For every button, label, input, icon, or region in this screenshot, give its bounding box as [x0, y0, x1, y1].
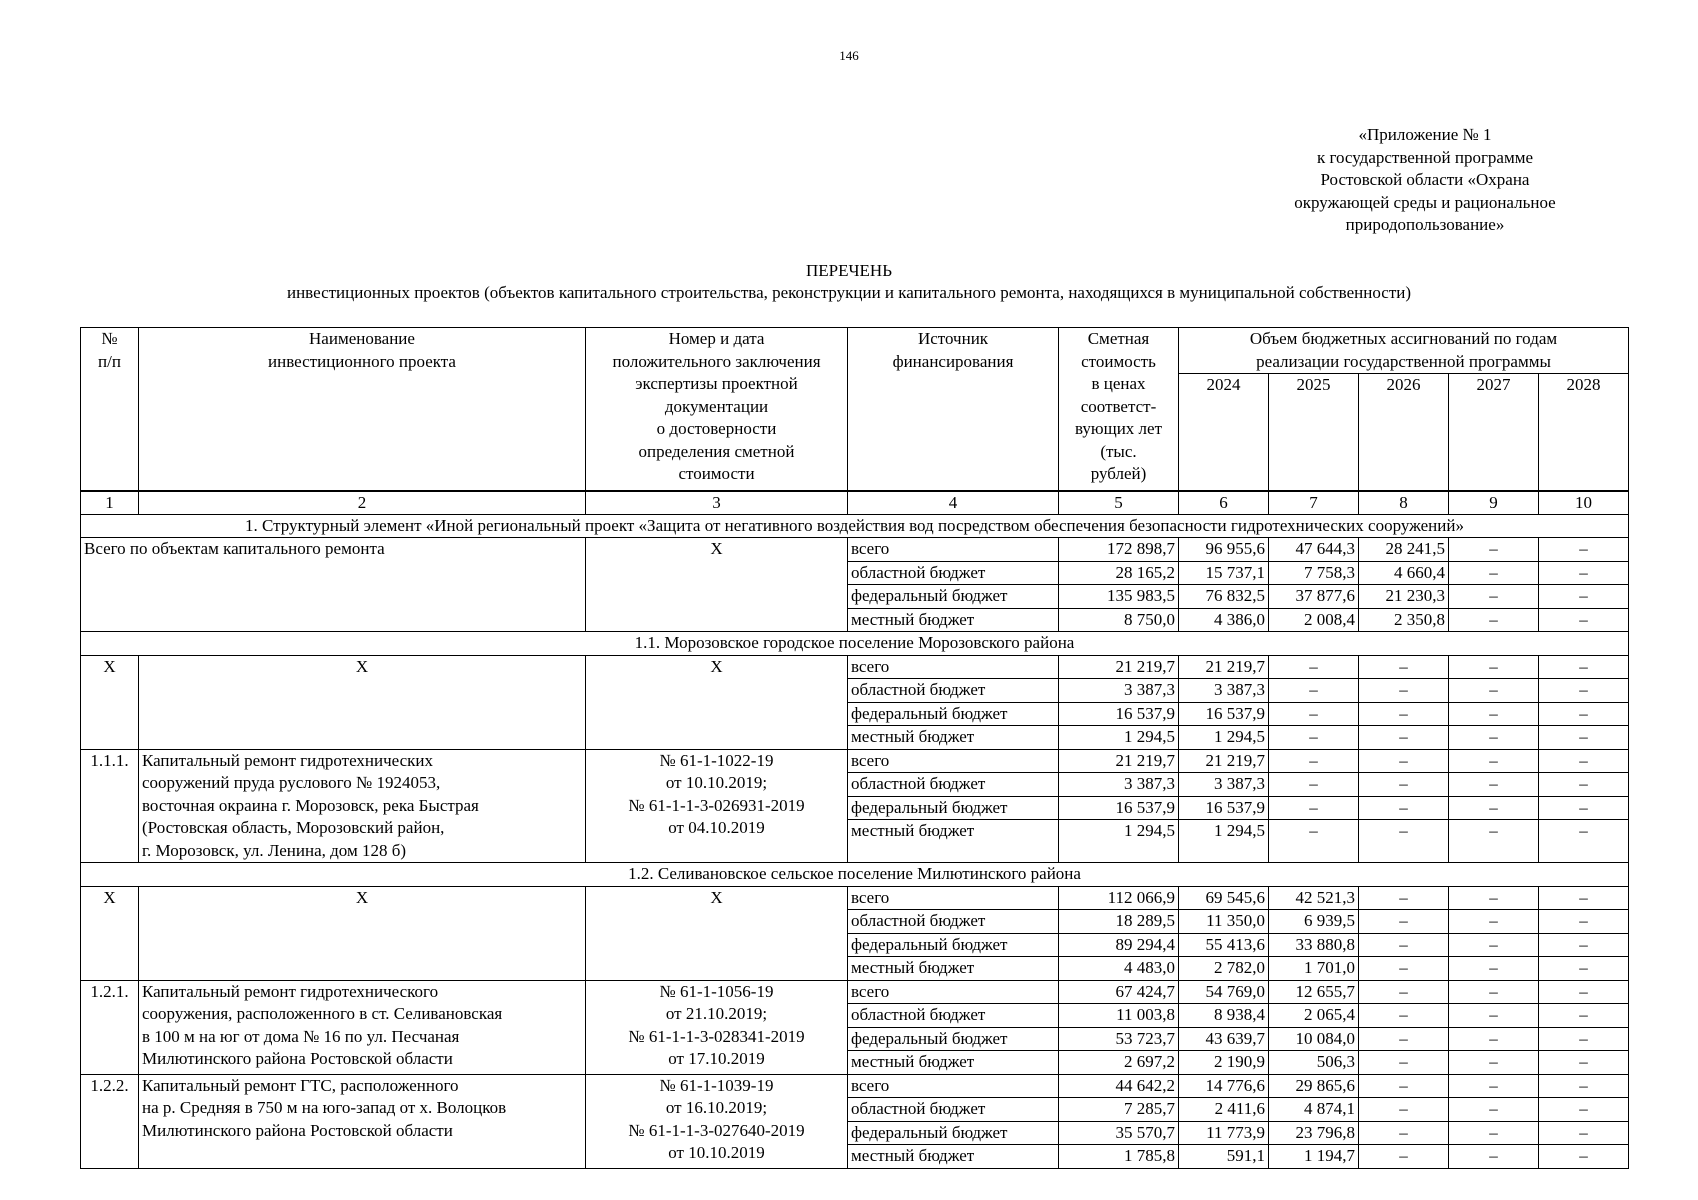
- appendix-line: «Приложение № 1: [1358, 125, 1492, 144]
- funding-source: местный бюджет: [848, 608, 1059, 632]
- cell: 54 769,0: [1179, 980, 1269, 1004]
- column-number: 7: [1269, 491, 1359, 515]
- cell: –: [1449, 1027, 1539, 1051]
- cell: –: [1449, 1098, 1539, 1122]
- cell: 89 294,4: [1059, 933, 1179, 957]
- funding-source: областной бюджет: [848, 773, 1059, 797]
- cell: 23 796,8: [1269, 1121, 1359, 1145]
- cell: –: [1449, 1074, 1539, 1098]
- expertise-line: от 10.10.2019: [668, 1143, 765, 1162]
- cell: 172 898,7: [1059, 538, 1179, 562]
- subsection-title: 1.2. Селивановское сельское поселение Милютинского района: [81, 863, 1629, 887]
- cell: –: [1539, 796, 1629, 820]
- cell: –: [1539, 820, 1629, 863]
- project-name-line: Милютинского района Ростовской области: [142, 1049, 453, 1068]
- column-number: 3: [586, 491, 848, 515]
- cell: –: [1269, 820, 1359, 863]
- x-mark: Х: [81, 886, 139, 980]
- cell: –: [1449, 933, 1539, 957]
- expertise-line: № 61-1-1-3-027640-2019: [628, 1120, 805, 1140]
- cell: –: [1269, 679, 1359, 703]
- cell: –: [1449, 608, 1539, 632]
- expertise-line: № 61-1-1022-19: [659, 750, 774, 770]
- cell: –: [1359, 679, 1449, 703]
- cell: –: [1449, 1145, 1539, 1169]
- funding-source: всего: [848, 538, 1059, 562]
- cell: –: [1359, 655, 1449, 679]
- cell: 1 785,8: [1059, 1145, 1179, 1169]
- cell: –: [1449, 820, 1539, 863]
- project-name-line: Капитальный ремонт гидротехнических: [142, 750, 434, 770]
- cell: 8 938,4: [1179, 1004, 1269, 1028]
- cell: 2 190,9: [1179, 1051, 1269, 1075]
- cell: 21 219,7: [1179, 749, 1269, 773]
- cell: 1 701,0: [1269, 957, 1359, 981]
- x-mark: Х: [586, 655, 848, 749]
- cell: 28 165,2: [1059, 561, 1179, 585]
- cell: –: [1359, 933, 1449, 957]
- cell: –: [1539, 749, 1629, 773]
- funding-source: областной бюджет: [848, 561, 1059, 585]
- project-name-line: в 100 м на юг от дома № 16 по ул. Песчаная: [142, 1026, 460, 1046]
- expertise-line: от 21.10.2019;: [665, 1004, 768, 1023]
- cell: –: [1449, 796, 1539, 820]
- cell: –: [1539, 886, 1629, 910]
- cell: 28 241,5: [1359, 538, 1449, 562]
- header-project-name: [139, 328, 586, 491]
- cell: 3 387,3: [1179, 773, 1269, 797]
- cell: –: [1539, 585, 1629, 609]
- cell: 3 387,3: [1059, 773, 1179, 797]
- cell: –: [1539, 910, 1629, 934]
- column-number: 8: [1359, 491, 1449, 515]
- funding-source: всего: [848, 749, 1059, 773]
- funding-source: федеральный бюджет: [848, 702, 1059, 726]
- cell: –: [1359, 820, 1449, 863]
- cell: 4 660,4: [1359, 561, 1449, 585]
- cell: 2 008,4: [1269, 608, 1359, 632]
- header-line: вующих лет: [1074, 419, 1163, 438]
- cell: 53 723,7: [1059, 1027, 1179, 1051]
- cell: –: [1359, 796, 1449, 820]
- cell: 16 537,9: [1059, 702, 1179, 726]
- expertise-line: от 17.10.2019: [668, 1049, 765, 1068]
- header-line: п/п: [98, 351, 121, 371]
- header-budget-group: [1179, 328, 1629, 374]
- funding-source: федеральный бюджет: [848, 1121, 1059, 1145]
- cell: –: [1539, 1004, 1629, 1028]
- cell: –: [1359, 1121, 1449, 1145]
- project-name: [139, 1074, 586, 1168]
- header-line: документации: [664, 396, 769, 416]
- cell: 1 294,5: [1179, 820, 1269, 863]
- cell: –: [1359, 980, 1449, 1004]
- cell: –: [1539, 1051, 1629, 1075]
- column-number: 9: [1449, 491, 1539, 515]
- cell: 43 639,7: [1179, 1027, 1269, 1051]
- cell: –: [1539, 538, 1629, 562]
- cell: 3 387,3: [1179, 679, 1269, 703]
- cell: –: [1449, 655, 1539, 679]
- column-number: 5: [1059, 491, 1179, 515]
- project-number: 1.2.1.: [81, 980, 139, 1074]
- cell: 42 521,3: [1269, 886, 1359, 910]
- funding-source: местный бюджет: [848, 1051, 1059, 1075]
- x-mark: Х: [81, 655, 139, 749]
- cell: –: [1539, 980, 1629, 1004]
- cell: –: [1359, 886, 1449, 910]
- cell: 7 758,3: [1269, 561, 1359, 585]
- cell: 44 642,2: [1059, 1074, 1179, 1098]
- appendix-note: [1280, 124, 1570, 237]
- expertise-line: № 61-1-1-3-026931-2019: [628, 795, 805, 815]
- cell: 4 386,0: [1179, 608, 1269, 632]
- cell: –: [1449, 749, 1539, 773]
- header-estimated-cost: [1059, 328, 1179, 491]
- cell: 16 537,9: [1059, 796, 1179, 820]
- page-number: 146: [839, 48, 859, 63]
- funding-source: местный бюджет: [848, 726, 1059, 750]
- cell: –: [1539, 957, 1629, 981]
- document-title: [0, 260, 1698, 304]
- column-number: 4: [848, 491, 1059, 515]
- project-number: 1.1.1.: [81, 749, 139, 863]
- header-line: стоимости: [678, 464, 755, 483]
- header-line: №: [101, 329, 118, 348]
- funding-source: федеральный бюджет: [848, 585, 1059, 609]
- cell: 8 750,0: [1059, 608, 1179, 632]
- funding-source: всего: [848, 886, 1059, 910]
- funding-source: областной бюджет: [848, 679, 1059, 703]
- cell: 591,1: [1179, 1145, 1269, 1169]
- table-row: [81, 538, 1629, 562]
- cell: 112 066,9: [1059, 886, 1179, 910]
- cell: 10 084,0: [1269, 1027, 1359, 1051]
- cell: 18 289,5: [1059, 910, 1179, 934]
- subsection-title-row: [81, 632, 1629, 656]
- x-mark: Х: [139, 655, 586, 749]
- cell: 1 294,5: [1059, 820, 1179, 863]
- project-name-line: (Ростовская область, Морозовский район,: [142, 818, 445, 837]
- cell: 76 832,5: [1179, 585, 1269, 609]
- cell: 14 776,6: [1179, 1074, 1269, 1098]
- funding-source: всего: [848, 655, 1059, 679]
- header-number: [81, 328, 139, 491]
- header-line: Объем бюджетных ассигнований по годам: [1249, 329, 1558, 348]
- column-number: 2: [139, 491, 586, 515]
- header-line: (тыс.: [1100, 441, 1137, 461]
- header-row: [81, 328, 1629, 374]
- cell: 47 644,3: [1269, 538, 1359, 562]
- expertise-conclusion: [586, 749, 848, 863]
- cell: 1 294,5: [1059, 726, 1179, 750]
- project-name-line: на р. Средняя в 750 м на юго-запад от х. Волоцков: [142, 1098, 507, 1117]
- header-line: стоимость: [1081, 351, 1156, 371]
- cell: 96 955,6: [1179, 538, 1269, 562]
- header-line: соответст-: [1080, 396, 1157, 416]
- header-line: Источник: [917, 329, 989, 348]
- total-label: Всего по объектам капитального ремонта: [81, 538, 586, 632]
- funding-source: областной бюджет: [848, 1004, 1059, 1028]
- cell: –: [1539, 702, 1629, 726]
- cell: –: [1359, 1074, 1449, 1098]
- funding-source: местный бюджет: [848, 957, 1059, 981]
- cell: –: [1539, 773, 1629, 797]
- cell: 37 877,6: [1269, 585, 1359, 609]
- project-name: [139, 980, 586, 1074]
- cell: –: [1449, 886, 1539, 910]
- header-year: 2024: [1179, 374, 1269, 491]
- cell: 1 294,5: [1179, 726, 1269, 750]
- header-year: 2028: [1539, 374, 1629, 491]
- cell: –: [1449, 980, 1539, 1004]
- cell: –: [1359, 1004, 1449, 1028]
- header-line: финансирования: [892, 351, 1014, 371]
- header-line: Наименование: [309, 329, 415, 348]
- cell: –: [1449, 773, 1539, 797]
- appendix-line: Ростовской области «Охрана: [1320, 170, 1530, 189]
- funding-source: областной бюджет: [848, 910, 1059, 934]
- cell: –: [1359, 749, 1449, 773]
- header-year: 2026: [1359, 374, 1449, 491]
- cell: 29 865,6: [1269, 1074, 1359, 1098]
- cell: 69 545,6: [1179, 886, 1269, 910]
- project-name-line: Капитальный ремонт ГТС, расположенного: [142, 1075, 459, 1095]
- cell: 4 874,1: [1269, 1098, 1359, 1122]
- funding-source: всего: [848, 1074, 1059, 1098]
- column-number: 10: [1539, 491, 1629, 515]
- appendix-line: природопользование»: [1345, 215, 1505, 234]
- cell: –: [1359, 726, 1449, 750]
- cell: –: [1359, 1051, 1449, 1075]
- project-name-line: Милютинского района Ростовской области: [142, 1120, 453, 1140]
- cell: 2 065,4: [1269, 1004, 1359, 1028]
- cell: –: [1359, 1027, 1449, 1051]
- investment-projects-table: [80, 327, 1629, 1169]
- header-line: о достоверности: [656, 419, 777, 438]
- cell: 4 483,0: [1059, 957, 1179, 981]
- x-mark: Х: [139, 886, 586, 980]
- cell: –: [1449, 561, 1539, 585]
- cell: –: [1359, 957, 1449, 981]
- cell: –: [1539, 1121, 1629, 1145]
- cell: 21 219,7: [1179, 655, 1269, 679]
- project-number: 1.2.2.: [81, 1074, 139, 1168]
- subsection-title-row: [81, 863, 1629, 887]
- cell: 55 413,6: [1179, 933, 1269, 957]
- cell: –: [1359, 1145, 1449, 1169]
- x-mark: Х: [586, 538, 848, 632]
- cell: 21 219,7: [1059, 749, 1179, 773]
- header-year: 2025: [1269, 374, 1359, 491]
- cell: 7 285,7: [1059, 1098, 1179, 1122]
- cell: –: [1269, 796, 1359, 820]
- cell: –: [1539, 726, 1629, 750]
- cell: 33 880,8: [1269, 933, 1359, 957]
- header-line: Номер и дата: [668, 329, 765, 348]
- expertise-line: от 04.10.2019: [668, 818, 765, 837]
- cell: –: [1449, 726, 1539, 750]
- project-name-line: восточная окраина г. Морозовск, река Быстрая: [142, 795, 479, 815]
- cell: –: [1449, 957, 1539, 981]
- header-expertise: [586, 328, 848, 491]
- header-line: рублей): [1090, 464, 1147, 483]
- project-name-line: сооружения, расположенного в ст. Селивановская: [142, 1004, 503, 1023]
- cell: –: [1449, 679, 1539, 703]
- project-name-line: сооружений пруда руслового № 1924053,: [142, 773, 441, 792]
- cell: –: [1539, 608, 1629, 632]
- cell: –: [1269, 655, 1359, 679]
- expertise-line: от 10.10.2019;: [665, 773, 768, 792]
- cell: 11 003,8: [1059, 1004, 1179, 1028]
- cell: –: [1359, 773, 1449, 797]
- column-numbers-row: [81, 491, 1629, 515]
- cell: 3 387,3: [1059, 679, 1179, 703]
- table-row: [81, 655, 1629, 679]
- cell: 1 194,7: [1269, 1145, 1359, 1169]
- cell: 35 570,7: [1059, 1121, 1179, 1145]
- expertise-conclusion: [586, 1074, 848, 1168]
- expertise-line: от 16.10.2019;: [665, 1098, 768, 1117]
- cell: 11 350,0: [1179, 910, 1269, 934]
- cell: 11 773,9: [1179, 1121, 1269, 1145]
- cell: –: [1449, 1121, 1539, 1145]
- expertise-line: № 61-1-1-3-028341-2019: [628, 1026, 805, 1046]
- header-line: определения сметной: [638, 441, 795, 461]
- header-line: в ценах: [1091, 374, 1146, 393]
- project-name: [139, 749, 586, 863]
- cell: –: [1449, 1004, 1539, 1028]
- cell: –: [1269, 773, 1359, 797]
- appendix-line: к государственной программе: [1316, 147, 1534, 167]
- cell: –: [1269, 749, 1359, 773]
- header-line: экспертизы проектной: [635, 374, 798, 393]
- cell: –: [1539, 933, 1629, 957]
- cell: –: [1539, 1145, 1629, 1169]
- cell: –: [1539, 679, 1629, 703]
- header-year: 2027: [1449, 374, 1539, 491]
- cell: –: [1539, 1074, 1629, 1098]
- cell: 16 537,9: [1179, 796, 1269, 820]
- cell: –: [1449, 910, 1539, 934]
- funding-source: областной бюджет: [848, 1098, 1059, 1122]
- header-line: положительного заключения: [612, 351, 821, 371]
- cell: –: [1449, 585, 1539, 609]
- title-heading: ПЕРЕЧЕНЬ: [806, 261, 892, 280]
- subsection-title: 1.1. Морозовское городское поселение Морозовского района: [81, 632, 1629, 656]
- cell: 21 219,7: [1059, 655, 1179, 679]
- funding-source: федеральный бюджет: [848, 1027, 1059, 1051]
- cell: 506,3: [1269, 1051, 1359, 1075]
- expertise-line: № 61-1-1039-19: [659, 1075, 774, 1095]
- section-title-row: [81, 514, 1629, 538]
- table-row: [81, 886, 1629, 910]
- cell: –: [1539, 1027, 1629, 1051]
- cell: –: [1539, 1098, 1629, 1122]
- header-line: инвестиционного проекта: [268, 351, 456, 371]
- x-mark: Х: [586, 886, 848, 980]
- cell: –: [1269, 726, 1359, 750]
- cell: –: [1539, 655, 1629, 679]
- funding-source: местный бюджет: [848, 1145, 1059, 1169]
- cell: 15 737,1: [1179, 561, 1269, 585]
- table-row: [81, 980, 1629, 1004]
- cell: 67 424,7: [1059, 980, 1179, 1004]
- funding-source: всего: [848, 980, 1059, 1004]
- column-number: 1: [81, 491, 139, 515]
- header-line: Сметная: [1087, 329, 1150, 348]
- cell: 16 537,9: [1179, 702, 1269, 726]
- cell: 2 782,0: [1179, 957, 1269, 981]
- appendix-line: окружающей среды и рациональное: [1294, 192, 1556, 212]
- project-name-line: г. Морозовск, ул. Ленина, дом 128 б): [142, 840, 407, 860]
- cell: –: [1359, 910, 1449, 934]
- cell: 2 350,8: [1359, 608, 1449, 632]
- section-title: 1. Структурный элемент «Иной региональный проект «Защита от негативного воздействия вод посредством обеспечения безопасности гидротехнических сооружений»: [81, 514, 1629, 538]
- cell: –: [1539, 561, 1629, 585]
- funding-source: федеральный бюджет: [848, 796, 1059, 820]
- cell: 12 655,7: [1269, 980, 1359, 1004]
- column-number: 6: [1179, 491, 1269, 515]
- cell: –: [1359, 702, 1449, 726]
- cell: –: [1269, 702, 1359, 726]
- cell: 2 697,2: [1059, 1051, 1179, 1075]
- cell: 21 230,3: [1359, 585, 1449, 609]
- cell: –: [1449, 538, 1539, 562]
- header-line: реализации государственной программы: [1256, 351, 1551, 371]
- cell: –: [1449, 702, 1539, 726]
- cell: 2 411,6: [1179, 1098, 1269, 1122]
- table-row: [81, 749, 1629, 773]
- funding-source: федеральный бюджет: [848, 933, 1059, 957]
- cell: –: [1359, 1098, 1449, 1122]
- title-subtitle: инвестиционных проектов (объектов капитального строительства, реконструкции и капитального ремонта, находящихся в муниципальной собственности): [286, 283, 1412, 302]
- table-row: [81, 1074, 1629, 1098]
- funding-source: местный бюджет: [848, 820, 1059, 863]
- project-name-line: Капитальный ремонт гидротехнического: [142, 981, 439, 1001]
- cell: 6 939,5: [1269, 910, 1359, 934]
- cell: –: [1449, 1051, 1539, 1075]
- cell: 135 983,5: [1059, 585, 1179, 609]
- expertise-line: № 61-1-1056-19: [659, 981, 774, 1001]
- header-funding-source: [848, 328, 1059, 491]
- expertise-conclusion: [586, 980, 848, 1074]
